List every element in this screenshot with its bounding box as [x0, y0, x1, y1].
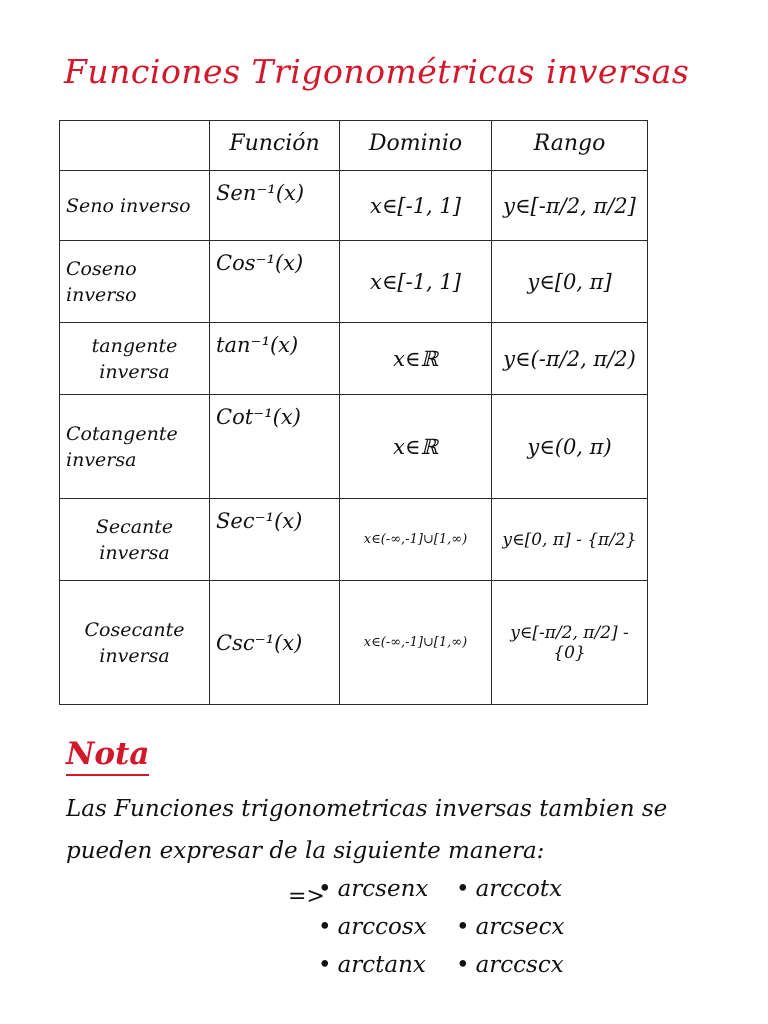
- implies-arrow: =>: [288, 884, 325, 909]
- table-row: [60, 241, 648, 323]
- row-name: Coseno inverso: [60, 241, 210, 323]
- row-function: Sen⁻¹(x): [210, 171, 340, 241]
- table-row: [60, 395, 648, 499]
- table-row: [60, 323, 648, 395]
- table-row: [60, 581, 648, 705]
- row-range: y∈[0, π]: [492, 241, 648, 323]
- table-row: [60, 499, 648, 581]
- row-range: y∈[-π/2, π/2] - {0}: [492, 581, 648, 705]
- list-item: • arccscx: [456, 952, 626, 978]
- header-funcion: Función: [210, 121, 340, 171]
- header-empty: [60, 121, 210, 171]
- row-range: y∈[0, π] - {π/2}: [492, 499, 648, 581]
- row-domain: x∈(-∞,-1]∪[1,∞): [340, 499, 492, 581]
- inverse-trig-table: [59, 120, 648, 705]
- list-item: • arcsecx: [456, 914, 626, 940]
- row-function: Csc⁻¹(x): [210, 581, 340, 705]
- row-function: tan⁻¹(x): [210, 323, 340, 395]
- nota-text: Las Funciones trigonometricas inversas tambien se pueden expresar de la siguiente manera:: [66, 796, 668, 864]
- table-row: [60, 171, 648, 241]
- arc-function-list: [318, 876, 638, 978]
- nota-heading: Nota: [66, 736, 149, 776]
- list-item: • arcsenx: [318, 876, 456, 902]
- row-domain: x∈ℝ: [340, 323, 492, 395]
- row-name: tangente inversa: [60, 323, 210, 395]
- header-rango: Rango: [492, 121, 648, 171]
- row-function: Cos⁻¹(x): [210, 241, 340, 323]
- row-domain: x∈[-1, 1]: [340, 171, 492, 241]
- table-header-row: [60, 121, 648, 171]
- row-name: Cosecante inversa: [60, 581, 210, 705]
- list-item: • arccosx: [318, 914, 456, 940]
- row-range: y∈[-π/2, π/2]: [492, 171, 648, 241]
- row-domain: x∈ℝ: [340, 395, 492, 499]
- row-domain: x∈[-1, 1]: [340, 241, 492, 323]
- row-function: Cot⁻¹(x): [210, 395, 340, 499]
- row-name: Seno inverso: [60, 171, 210, 241]
- header-dominio: Dominio: [340, 121, 492, 171]
- row-range: y∈(0, π): [492, 395, 648, 499]
- row-function: Sec⁻¹(x): [210, 499, 340, 581]
- page-title: Funciones Trigonométricas inversas: [64, 52, 690, 91]
- row-domain: x∈(-∞,-1]∪[1,∞): [340, 581, 492, 705]
- row-name: Cotangente inversa: [60, 395, 210, 499]
- row-range: y∈(-π/2, π/2): [492, 323, 648, 395]
- row-name: Secante inversa: [60, 499, 210, 581]
- list-item: • arccotx: [456, 876, 626, 902]
- list-item: • arctanx: [318, 952, 456, 978]
